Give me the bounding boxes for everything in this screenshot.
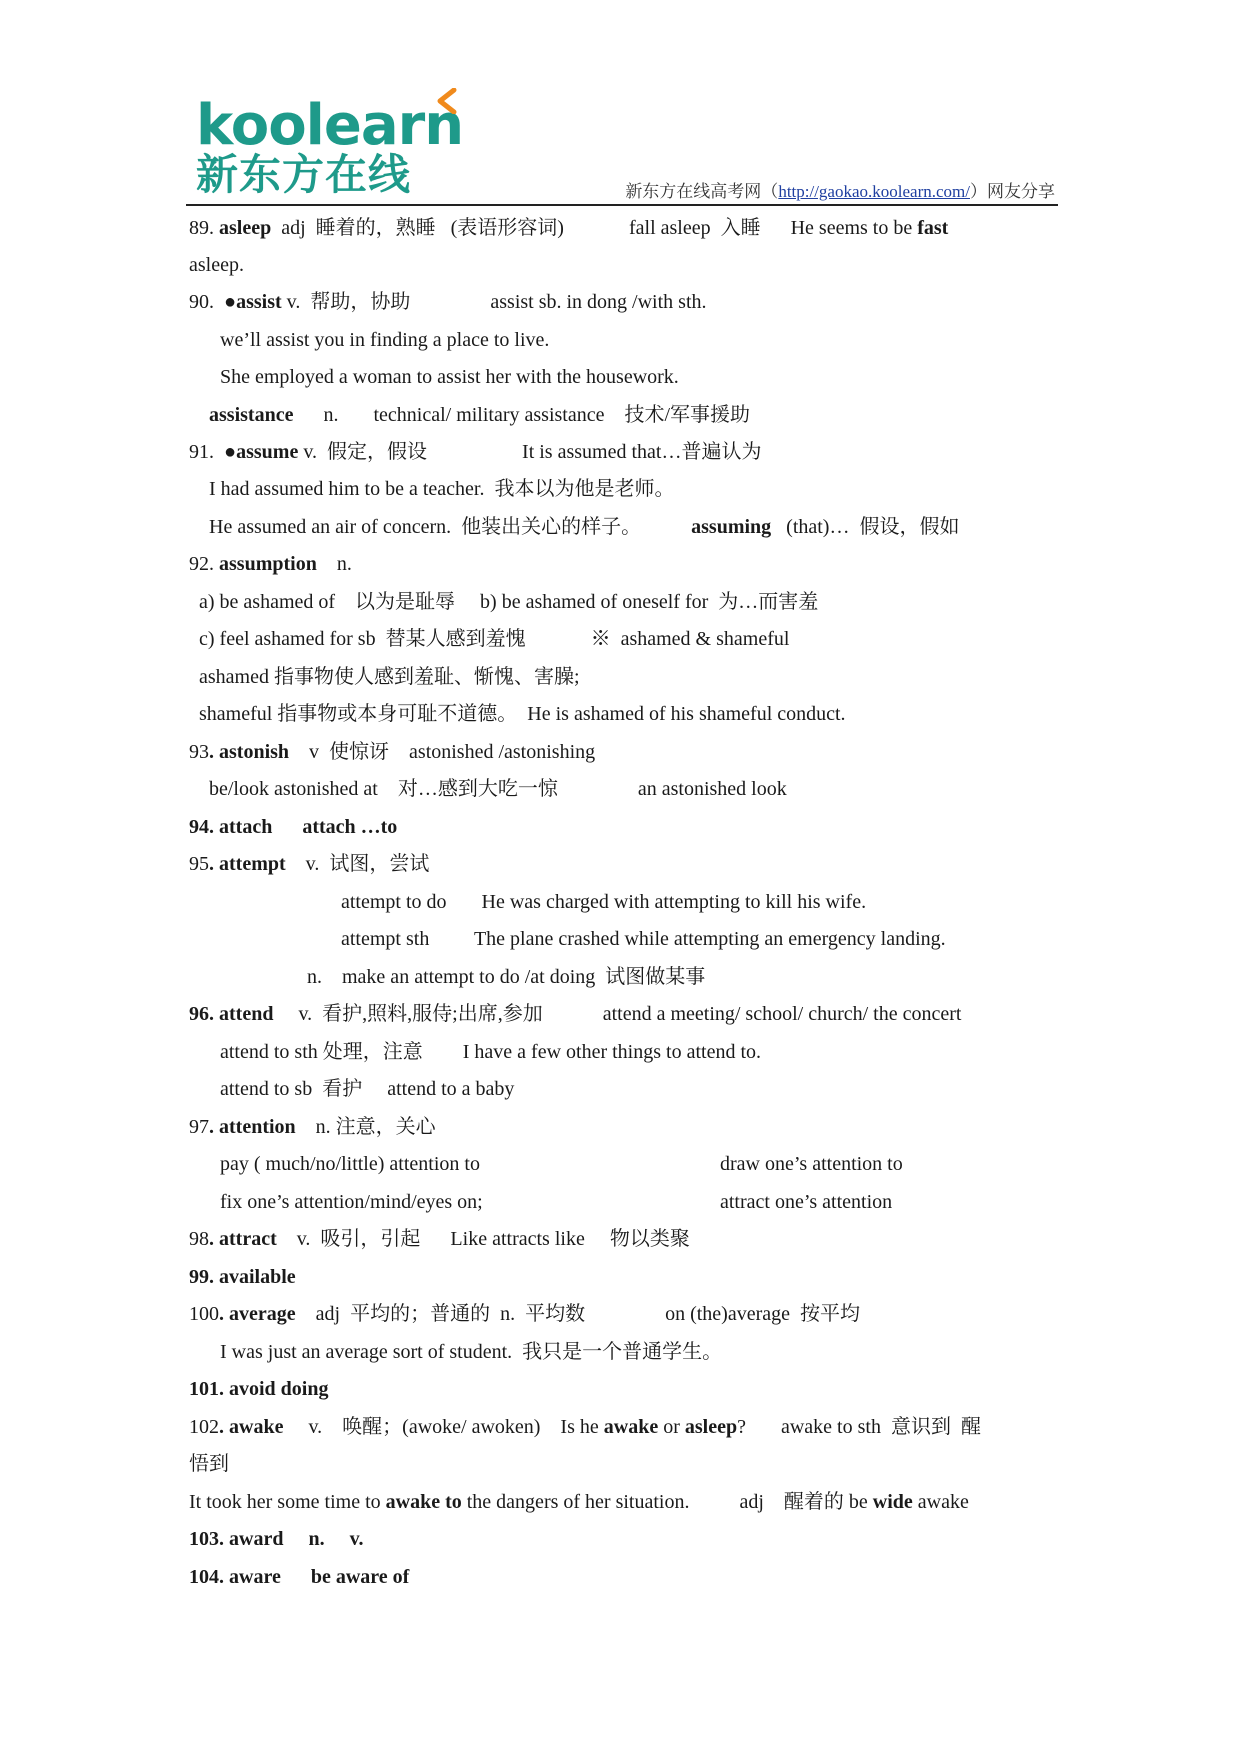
text-line: [220, 1339, 722, 1365]
line-text: pay ( much/no/little) attention to: [220, 1153, 480, 1175]
text-line: [307, 964, 705, 990]
bold-term: . attempt: [209, 853, 286, 875]
line-text: 92.: [189, 553, 219, 575]
line-text: be/look astonished at 对…感到大吃一惊 an astonished look: [209, 778, 787, 800]
text-line: [189, 851, 429, 877]
text-line: [209, 476, 674, 502]
bold-term: awake: [603, 1416, 659, 1438]
text-line: [720, 1151, 903, 1177]
bold-term: 99. available: [189, 1266, 296, 1288]
text-line: [209, 776, 787, 802]
bold-term: 101. avoid doing: [189, 1378, 329, 1400]
line-text: 95: [189, 853, 209, 875]
line-text: 90. ●: [189, 291, 237, 313]
header-source-note: [625, 177, 1055, 202]
line-text: adj 平均的；普通的 n. 平均数 on (the)average 按平均: [295, 1303, 860, 1325]
line-text: n.: [316, 553, 352, 575]
line-text: v. 帮助，协助 assist sb. in dong /with sth.: [281, 291, 707, 313]
logo-wordmark: koolearn: [196, 93, 464, 158]
line-text: n. 注意，关心: [295, 1116, 436, 1138]
bold-term: assuming: [691, 516, 772, 538]
logo-chinese-name: 新东方在线: [196, 150, 412, 199]
bold-term: . average: [219, 1303, 296, 1325]
line-text: 97: [189, 1116, 209, 1138]
text-line: [220, 364, 679, 390]
koolearn-logo: [196, 88, 464, 204]
text-line: [209, 402, 750, 428]
text-line: [189, 814, 397, 840]
text-line: [189, 1414, 981, 1440]
line-text: attend to sb 看护 attend to a baby: [220, 1078, 515, 1100]
text-line: [220, 1076, 514, 1102]
bold-term: . awake: [219, 1416, 284, 1438]
header-source-link[interactable]: http://gaokao.koolearn.com/: [778, 182, 970, 201]
line-text: 93: [189, 741, 209, 763]
text-line: [189, 1451, 229, 1477]
line-text: n. make an attempt to do /at doing 试图做某事: [307, 966, 706, 988]
text-line: [341, 889, 866, 915]
line-text: v 使惊讶 astonished /astonishing: [289, 741, 596, 763]
line-text: or: [658, 1416, 685, 1438]
bold-term: . attention: [209, 1116, 296, 1138]
text-line: [189, 1001, 961, 1027]
line-text: the dangers of her situation. adj 醒着的 be: [461, 1491, 873, 1513]
text-line: [189, 215, 948, 241]
text-line: [189, 1226, 690, 1252]
text-line: [220, 1151, 480, 1177]
line-text: we’ll assist you in finding a place to live.: [220, 329, 550, 351]
bold-term: 104. aware be aware of: [189, 1566, 410, 1588]
line-text: v. 看护,照料,服侍;出席,参加 attend a meeting/ school/ church/ the concert: [273, 1003, 962, 1025]
logo-chevron-icon: [432, 88, 458, 114]
text-line: [720, 1189, 892, 1215]
line-text: asleep.: [189, 254, 244, 276]
line-text: shameful 指事物或本身可耻不道德。 He is ashamed of his shameful conduct.: [199, 703, 846, 725]
text-line: [220, 1189, 483, 1215]
text-line: [189, 1264, 296, 1290]
line-text: attract one’s attention: [720, 1191, 893, 1213]
text-line: [209, 514, 959, 540]
bold-term: asleep: [219, 217, 272, 239]
text-line: [199, 664, 580, 690]
text-line: [189, 1301, 860, 1327]
line-text: fix one’s attention/mind/eyes on;: [220, 1191, 483, 1213]
text-line: [199, 626, 789, 652]
text-line: [189, 1564, 409, 1590]
bold-term: asleep: [684, 1416, 738, 1438]
line-text: v. 唤醒；(awoke/ awoken) Is he: [283, 1416, 604, 1438]
bold-term: 94. attach attach …to: [189, 816, 398, 838]
bold-term: . attract: [209, 1228, 277, 1250]
line-text: ? awake to sth 意识到 醒: [737, 1416, 981, 1438]
line-text: 悟到: [189, 1453, 229, 1475]
line-text: 100: [189, 1303, 219, 1325]
line-text: attend to sth 处理，注意 I have a few other things to attend to.: [220, 1041, 762, 1063]
line-text: c) feel ashamed for sb 替某人感到羞愧 ※ ashamed & shameful: [199, 628, 790, 650]
line-text: n. technical/ military assistance 技术/军事援助: [293, 404, 751, 426]
line-text: 102: [189, 1416, 219, 1438]
text-line: [199, 701, 846, 727]
text-line: [189, 739, 595, 765]
header-note-suffix: ）网友分享: [970, 182, 1055, 201]
line-text: He assumed an air of concern. 他装出关心的样子。: [209, 516, 692, 538]
text-line: [189, 1376, 328, 1402]
line-text: a) be ashamed of 以为是耻辱 b) be ashamed of oneself for 为…而害羞: [199, 591, 819, 613]
bold-term: fast: [917, 217, 949, 239]
line-text: v. 试图，尝试: [285, 853, 430, 875]
line-text: She employed a woman to assist her with the housework.: [220, 366, 679, 388]
bold-term: assist: [236, 291, 282, 313]
line-text: attempt to do He was charged with attempting to kill his wife.: [341, 891, 867, 913]
bold-term: awake to: [385, 1491, 462, 1513]
bold-term: . astonish: [209, 741, 290, 763]
bold-term: assumption: [219, 553, 317, 575]
bold-term: 96. attend: [189, 1003, 274, 1025]
line-text: (that)… 假设，假如: [771, 516, 960, 538]
text-line: [189, 1114, 436, 1140]
line-text: 89.: [189, 217, 219, 239]
line-text: adj 睡着的，熟睡 (表语形容词) fall asleep 入睡 He seems to be: [271, 217, 918, 239]
header-note-prefix: 新东方在线高考网（: [625, 182, 779, 201]
text-line: [199, 589, 818, 615]
line-text: 98: [189, 1228, 209, 1250]
line-text: awake: [912, 1491, 969, 1513]
header-divider: [186, 204, 1058, 206]
line-text: I had assumed him to be a teacher. 我本以为他是老师。: [209, 478, 675, 500]
line-text: 91. ●: [189, 441, 237, 463]
bold-term: wide: [872, 1491, 913, 1513]
bold-term: assistance: [209, 404, 294, 426]
text-line: [189, 252, 244, 278]
line-text: ashamed 指事物使人感到羞耻、惭愧、害臊;: [199, 666, 580, 688]
line-text: I was just an average sort of student. 我只是一个普通学生。: [220, 1341, 723, 1363]
bold-term: 103. award n. v.: [189, 1528, 364, 1550]
line-text: v. 吸引，引起 Like attracts like 物以类聚: [276, 1228, 690, 1250]
text-line: [189, 1489, 969, 1515]
text-line: [189, 439, 761, 465]
text-line: [341, 926, 946, 952]
text-line: [189, 289, 707, 315]
line-text: v. 假定，假设 It is assumed that…普遍认为: [298, 441, 762, 463]
text-line: [220, 327, 549, 353]
line-text: attempt sth The plane crashed while attempting an emergency landing.: [341, 928, 946, 950]
line-text: draw one’s attention to: [720, 1153, 903, 1175]
text-line: [189, 551, 352, 577]
text-line: [220, 1039, 761, 1065]
line-text: It took her some time to: [189, 1491, 386, 1513]
text-line: [189, 1526, 363, 1552]
bold-term: assume: [236, 441, 299, 463]
